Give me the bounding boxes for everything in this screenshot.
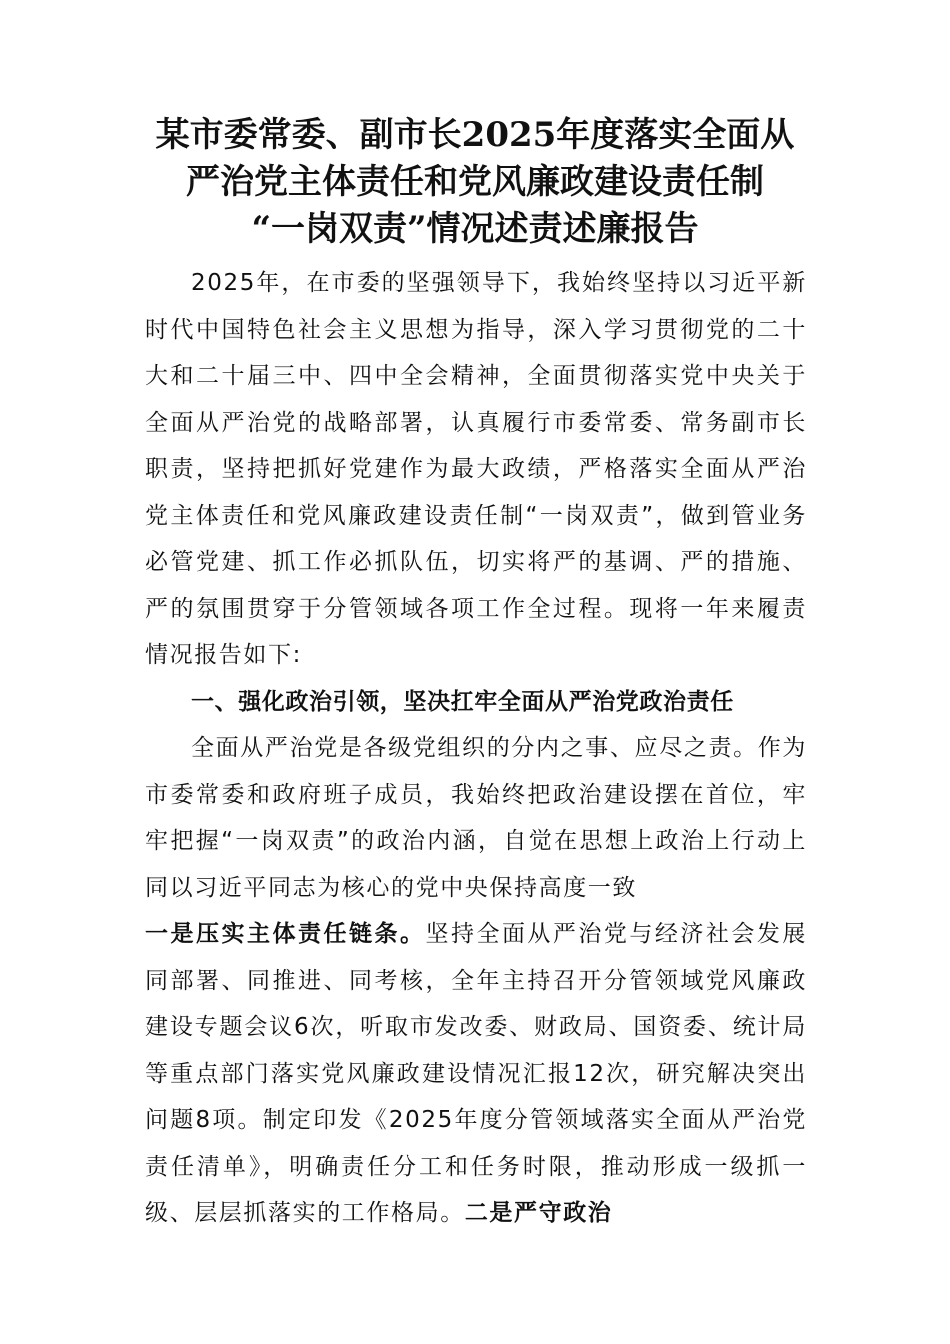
section-heading-1: 一、强化政治引领，坚决扛牢全面从严治党政治责任	[191, 688, 734, 715]
document-title	[120, 112, 830, 253]
section-1-paragraph	[145, 725, 807, 911]
title-line-1: 某市委常委、副市长2025年度落实全面从	[155, 115, 795, 155]
intro-paragraph: 2025年，在市委的坚强领导下，我始终坚持以习近平新时代中国特色社会主义思想为指导，深入学习贯彻党的二十大和二十届三中、四中全会精神，全面贯彻落实党中央关于全面从严治党的战略部署，认真履行市委常委、常务副市长职责，坚持把抓好党建作为最大政绩，严格落实全面从严治党主体责任和党风廉政建设责任制“一岗双责”，做到管业务必管党建、抓工作必抓队伍，切实将严的基调、严的措施、严的氛围贯穿于分管领域各项工作全过程。现将一年来履责情况报告如下:	[145, 270, 807, 668]
section-1-intro-text: 全面从严治党是各级党组织的分内之事、应尽之责。作为市委常委和政府班子成员，我始终把政治建设摆在首位，牢牢把握“一岗双责”的政治内涵，自觉在思想上政治上行动上同以习近平同志为核心的党中央保持高度一致	[145, 735, 807, 901]
point-paragraph	[145, 911, 807, 1237]
point-1-text: 坚持全面从严治党与经济社会发展同部署、同推进、同考核，全年主持召开分管领域党风廉政建设专题会议6次，听取市发改委、财政局、国资委、统计局等重点部门落实党风廉政建设情况汇报12次，研究解决突出问题8项。制定印发《2025年度分管领域落实全面从严治党责任清单》，明确责任分工和任务时限，推动形成一级抓一级、层层抓落实的工作格局。	[145, 921, 807, 1226]
point-1-lead: 一是压实主体责任链条。	[145, 921, 426, 947]
point-2-lead: 二是严守政治	[464, 1200, 613, 1226]
title-line-2: 严治党主体责任和党风廉政建设责任制	[186, 162, 764, 202]
title-line-3: “一岗双责”情况述责述廉报告	[251, 209, 699, 249]
document-body	[145, 260, 807, 1237]
